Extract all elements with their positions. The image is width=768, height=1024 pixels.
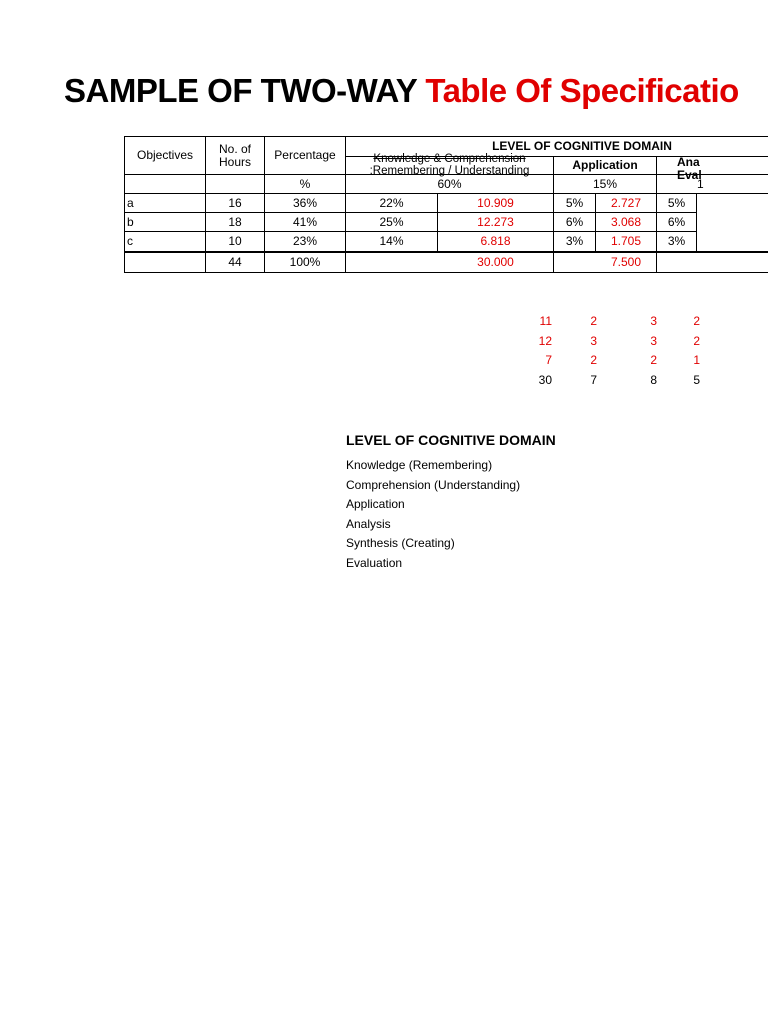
rounded-cell: 1 xyxy=(693,353,700,367)
header-hours-line1: No. of xyxy=(218,141,251,156)
row-a-knowledge-items: 10.909 xyxy=(438,194,554,213)
header-objectives: Objectives xyxy=(124,136,206,175)
row-c-knowledge-pct: 14% xyxy=(346,232,438,251)
rounded-total: 30 xyxy=(538,373,552,387)
rounded-cell: 3 xyxy=(650,334,657,348)
total-hours: 44 xyxy=(206,251,265,273)
header-analysis-line1: Ana xyxy=(677,155,700,169)
header-hours-line2: Hours xyxy=(218,154,251,169)
rounded-cell: 12 xyxy=(538,334,552,348)
subheader-analysis-pct: 1 xyxy=(657,175,768,194)
title-red: Table Of Specificatio xyxy=(425,72,739,109)
rounded-cell: 2 xyxy=(590,314,597,328)
row-b-application-pct: 6% xyxy=(554,213,596,232)
row-c-analysis-pct: 3% xyxy=(657,232,697,251)
total-percentage: 100% xyxy=(265,251,346,273)
subheader-percent: % xyxy=(265,175,346,194)
subheader-hours xyxy=(206,175,265,194)
rounded-total: 7 xyxy=(590,373,597,387)
row-c-application-items: 1.705 xyxy=(596,232,657,251)
header-knowledge-line1: Knowledge & Comprehension xyxy=(373,152,526,165)
title-black: SAMPLE OF TWO-WAY xyxy=(64,72,426,109)
row-a-application-items: 2.727 xyxy=(596,194,657,213)
cognitive-domain-legend xyxy=(346,432,556,573)
total-application-pct xyxy=(554,251,596,273)
total-objective xyxy=(124,251,206,273)
row-b-knowledge-pct: 25% xyxy=(346,213,438,232)
subheader-objectives xyxy=(124,175,206,194)
subheader-application-pct: 15% xyxy=(554,175,657,194)
row-b-objective: b xyxy=(124,213,206,232)
legend-item: Knowledge (Remembering) xyxy=(346,458,493,472)
header-application: Application xyxy=(554,156,657,175)
header-cognitive-domain: LEVEL OF COGNITIVE DOMAIN xyxy=(346,136,768,157)
header-knowledge-comprehension xyxy=(346,152,554,177)
row-c-application-pct: 3% xyxy=(554,232,596,251)
legend-item: Analysis xyxy=(346,516,391,531)
rounded-cell: 2 xyxy=(650,353,657,367)
header-knowledge-line2: :Remembering / Understanding xyxy=(369,165,530,177)
row-a-knowledge-pct: 22% xyxy=(346,194,438,213)
row-b-application-items: 3.068 xyxy=(596,213,657,232)
total-knowledge-items: 30.000 xyxy=(438,251,554,273)
rounded-cell: 2 xyxy=(693,334,700,348)
rounded-cell: 3 xyxy=(650,314,657,328)
total-knowledge-pct xyxy=(346,251,438,273)
row-b-hours: 18 xyxy=(206,213,265,232)
header-analysis-line2: Eval xyxy=(677,167,702,182)
header-percentage: Percentage xyxy=(265,136,346,175)
total-application-items: 7.500 xyxy=(596,251,657,273)
page-title xyxy=(64,72,739,110)
row-c-objective: c xyxy=(124,232,206,251)
legend-item: Synthesis (Creating) xyxy=(346,536,455,550)
row-a-application-pct: 5% xyxy=(554,194,596,213)
row-a-objective: a xyxy=(124,194,206,213)
legend-title: LEVEL OF COGNITIVE DOMAIN xyxy=(346,432,556,448)
specification-table xyxy=(124,136,768,276)
total-analysis xyxy=(657,251,768,273)
legend-item: Application xyxy=(346,497,405,511)
header-hours xyxy=(206,136,265,175)
rounded-cell: 2 xyxy=(693,314,700,328)
rounded-total: 5 xyxy=(693,373,700,387)
row-a-analysis-pct: 5% xyxy=(657,194,697,213)
row-a-percentage: 36% xyxy=(265,194,346,213)
legend-item: Evaluation xyxy=(346,555,403,570)
row-a-hours: 16 xyxy=(206,194,265,213)
rounded-cell: 2 xyxy=(590,353,597,367)
subheader-knowledge-pct: 60% xyxy=(346,175,554,194)
row-c-knowledge-items: 6.818 xyxy=(438,232,554,251)
rounded-total: 8 xyxy=(650,373,657,387)
rounded-cell: 7 xyxy=(545,353,552,367)
row-c-percentage: 23% xyxy=(265,232,346,251)
rounded-cell: 3 xyxy=(590,334,597,348)
row-b-percentage: 41% xyxy=(265,213,346,232)
row-c-hours: 10 xyxy=(206,232,265,251)
row-b-knowledge-items: 12.273 xyxy=(438,213,554,232)
rounded-cell: 11 xyxy=(539,314,552,328)
header-analysis-evaluation xyxy=(657,155,768,182)
row-b-analysis-pct: 6% xyxy=(657,213,697,232)
legend-item: Comprehension (Understanding) xyxy=(346,477,521,492)
